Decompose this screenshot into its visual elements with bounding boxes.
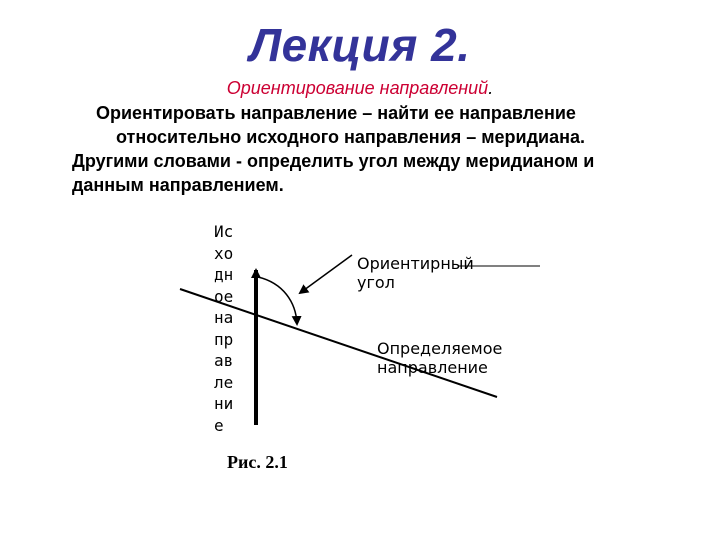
- body-line-3: Другими словами - определить угол между меридианом и: [72, 151, 595, 171]
- subtitle-period: .: [488, 78, 494, 98]
- body-line-4: данным направлением.: [72, 175, 284, 195]
- body-line-1: Ориентировать направление – найти ее направление: [96, 103, 576, 123]
- source-direction-syllable: на: [214, 308, 234, 327]
- source-direction-syllable: пр: [214, 329, 234, 349]
- angle-label-line: Ориентирный: [357, 254, 474, 273]
- source-direction-syllable: е: [214, 415, 224, 435]
- direction-label-line: направление: [377, 358, 488, 377]
- source-direction-label: [214, 221, 244, 436]
- source-direction-syllable: ое: [214, 286, 234, 306]
- figure-caption: Рис. 2.1: [227, 452, 288, 472]
- angle-leader-arrow: [300, 255, 352, 293]
- source-direction-syllable: хо: [214, 243, 234, 263]
- source-direction-syllable: ле: [214, 372, 234, 392]
- source-direction-syllable: Ис: [214, 222, 234, 241]
- angle-label-line: угол: [357, 273, 395, 292]
- source-direction-syllable: ни: [214, 394, 234, 413]
- source-direction-syllable: дн: [214, 265, 234, 284]
- determined-direction-label: [377, 339, 502, 377]
- direction-label-line: Определяемое: [377, 339, 503, 358]
- page-title: Лекция 2.: [249, 19, 471, 71]
- body-line-2: относительно исходного направления – меридиана.: [116, 127, 585, 147]
- orientation-angle-label: [357, 254, 474, 292]
- subtitle-text: Ориентирование направлений: [226, 78, 489, 98]
- source-direction-syllable: ав: [214, 351, 234, 370]
